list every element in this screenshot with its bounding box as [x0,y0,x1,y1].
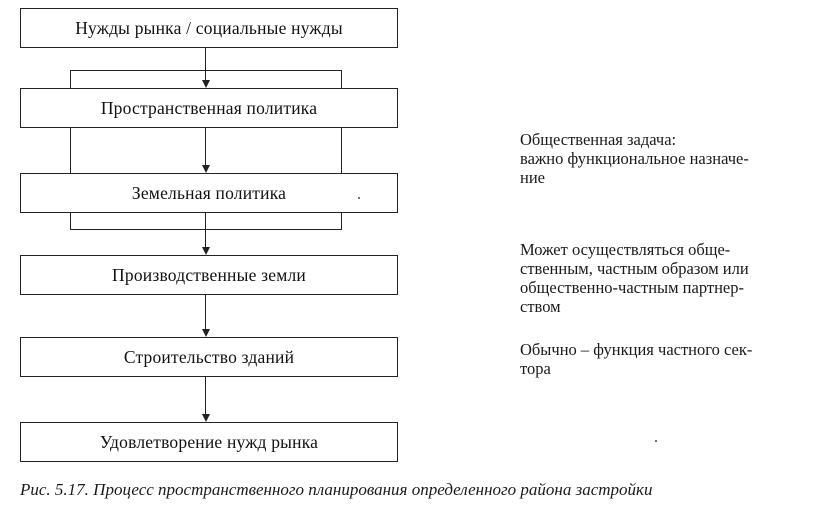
arrowhead-5 [202,414,210,422]
box-market-satisfaction: Удовлетворение нужд рынка [20,422,398,462]
arrow-line-2 [205,128,206,165]
arrowhead-1 [202,80,210,88]
figure-caption: Рис. 5.17. Процесс пространственного планирования определенного района застройки [20,480,653,499]
arrowhead-3 [202,247,210,255]
speck [655,440,657,442]
box-spatial-policy: Пространственная политика [20,88,398,128]
note-public-task: Общественная задача: важно функциональное назначе- ние [520,130,749,187]
arrowhead-4 [202,329,210,337]
note-partnership: Может осуществляться обще- ственным, частным образом или общественно-частным партнер- ством [520,240,749,316]
arrow-line-1 [205,48,206,80]
arrow-line-4 [205,295,206,329]
note-private-sector: Обычно – функция частного сек- тора [520,340,753,378]
speck [358,197,360,199]
box-land-policy: Земельная политика [20,173,398,213]
arrow-line-5 [205,377,206,414]
arrowhead-2 [202,165,210,173]
box-building-construction: Строительство зданий [20,337,398,377]
box-market-needs: Нужды рынка / социальные нужды [20,8,398,48]
box-production-land: Производственные земли [20,255,398,295]
arrow-line-3 [205,213,206,247]
